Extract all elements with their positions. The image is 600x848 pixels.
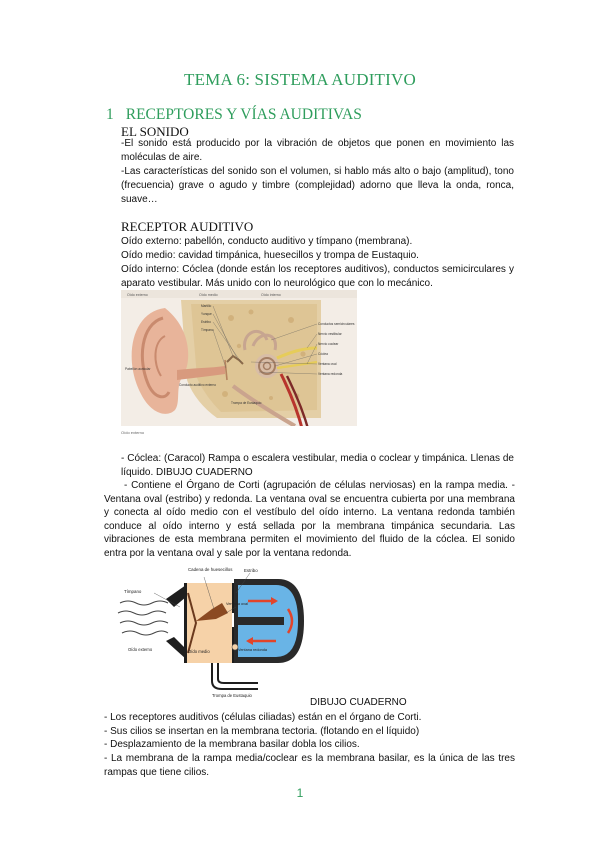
ear-anatomy-image (121, 290, 357, 436)
ear-label: Conductos semicirculares (318, 322, 355, 326)
bullet-item: - Los receptores auditivos (células ciliadas) están en el órgano de Corti. (104, 712, 422, 723)
cochlea-diagram (108, 563, 308, 701)
cochlea-label: Ventana redonda (238, 648, 267, 652)
cochlea-label: Oído externo (128, 647, 153, 652)
section-number: 1 (106, 106, 114, 123)
receptor-line-3: Oído interno: Cóclea (donde están los receptores auditivos), conductos semicirculares y aparato vestibular. Más unido con lo neurológico que con lo mecánico. (121, 264, 514, 290)
ear-label: Ventana redonda (318, 372, 343, 376)
ear-label: Ventana oval (318, 362, 337, 366)
cochlea-label: Estribo (244, 568, 258, 573)
page-title: TEMA 6: SISTEMA AUDITIVO (184, 70, 416, 89)
ear-label: Tímpano (201, 328, 214, 332)
cochlea-label: Tímpano (124, 589, 142, 594)
bullet-item: - Desplazamiento de la membrana basilar dobla los cilios. (104, 739, 360, 750)
ear-label: Nervio coclear (318, 342, 339, 346)
page-number: 1 (296, 786, 304, 800)
receptor-line-1: Oído externo: pabellón, conducto auditivo y tímpano (membrana). (121, 236, 413, 247)
ear-label: Nervio vestibular (318, 332, 342, 336)
ear-label: Martillo (201, 304, 212, 308)
bullet-item: - Sus cilios se insertan en la membrana tectoria. (flotando en el líquido) (104, 726, 420, 737)
ear-label: Trompa de Eustaquio (231, 401, 262, 405)
sonido-paragraph-1: -El sonido está producido por la vibración de objetos que ponen en movimiento las moléculas de aire. (121, 138, 514, 164)
receptor-line-2: Oído medio: cavidad timpánica, huesecillos y trompa de Eustaquio. (121, 250, 419, 261)
subheading-receptor: RECEPTOR AUDITIVO (121, 219, 254, 234)
ear-top-label: Oído interno (261, 293, 281, 297)
ear-top-label: Oído externo (127, 293, 148, 297)
section-heading (106, 106, 362, 124)
ear-top-label: Oído medio (199, 293, 218, 297)
ear-label: Yunque (201, 312, 212, 316)
ear-caption: Oído externo (121, 430, 145, 435)
ear-label: Conducto auditivo externo (179, 383, 217, 387)
cochlea-label: Trompa de Eustaquio (212, 693, 252, 698)
section-title: RECEPTORES Y VÍAS AUDITIVAS (125, 106, 362, 123)
ear-label: Estribo (201, 320, 211, 324)
sonido-paragraph-2: -Las características del sonido son el volumen, si hablo más alto o bajo (amplitud), tono (frecuencia) grave o agudo y timbre (complejidad) adorno que lleva la onda, ronca, suave… (121, 166, 514, 206)
figure-caption: DIBUJO CUADERNO (310, 697, 407, 708)
ear-label: Cóclea (318, 352, 328, 356)
cochlea-label: Oído medio (188, 649, 210, 654)
coclea-paragraph-1: - Cóclea: (Caracol) Rampa o escalera vestibular, media o coclear y timpánica. Llenas de líquido. DIBUJO CUADERNO (121, 453, 514, 479)
bullet-item: - La membrana de la rampa media/coclear es la membrana basilar, es la única de las tres rampas que tiene cilios. (104, 753, 515, 778)
cochlea-label: Cadena de huesecillos (188, 567, 233, 572)
coclea-paragraph-2: - Contiene el Órgano de Corti (agrupación de células nerviosas) en la rampa media. - Ventana oval (estribo) y redonda. La ventana oval se encuentra cubierta por una membrana y conecta al oído medio con el vestíbulo del oído interno. La ventana redonda también conduce al oído interno y está sellada por la membrana timpánica secundaria. Las vibraciones de esta membrana permiten el movimiento del fluido de la cóclea. El sonido entra por la ventana oval y sale por la ventana redonda. (104, 480, 515, 559)
cochlea-label: Ventana oval (226, 602, 248, 606)
ear-label: Pabellón auricular (125, 367, 151, 371)
subheading-sonido: EL SONIDO (121, 124, 189, 139)
